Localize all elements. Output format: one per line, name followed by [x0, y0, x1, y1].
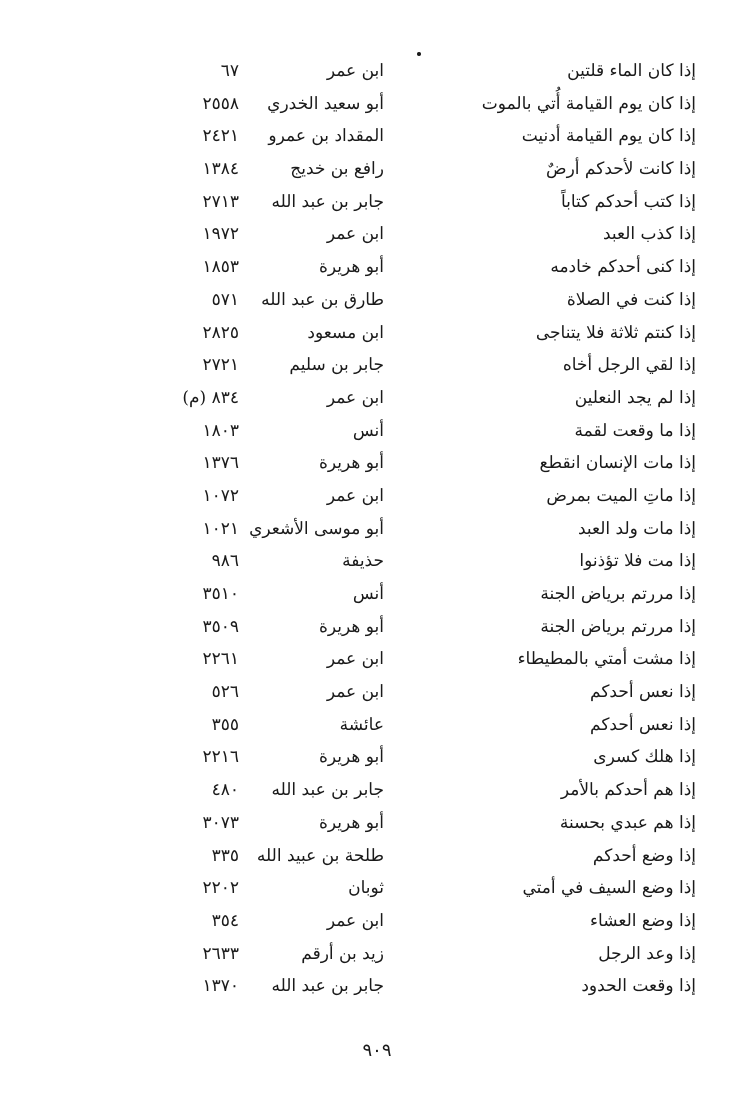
hadith-opening-text: إذا هم عبدي بحسنة: [559, 812, 696, 833]
narrator-name: طارق بن عبد الله: [261, 289, 384, 310]
index-row: [0, 905, 754, 938]
narrator-name: أبو سعيد الخدري: [267, 93, 384, 114]
narrator-name: رافع بن خديج: [290, 159, 384, 180]
narrator-name: ابن عمر: [326, 485, 384, 506]
index-row: [0, 153, 754, 186]
index-row: [0, 970, 754, 1003]
hadith-number: ١٠٢١: [202, 518, 239, 539]
hadith-opening-text: إذا كانت لأحدكم أرضٌ: [546, 159, 696, 180]
hadith-number: ٦٧: [220, 61, 239, 81]
narrator-name: جابر بن عبد الله: [271, 191, 384, 212]
narrator-name: جابر بن عبد الله: [271, 976, 384, 997]
hadith-opening-text: إذا لم يجد النعلين: [574, 387, 696, 408]
hadith-opening-text: إذا كنتم ثلاثة فلا يتناجى: [535, 322, 696, 343]
hadith-opening-text: إذا وضع العشاء: [590, 910, 696, 931]
hadith-number: ١٨٥٣: [202, 257, 239, 278]
narrator-name: جابر بن عبد الله: [271, 780, 384, 801]
hadith-number: ٢٢١٦: [202, 747, 239, 768]
narrator-name: أبو هريرة: [318, 257, 384, 278]
hadith-number: ٣٥٥: [211, 714, 239, 735]
hadith-number: ٣٥٤: [211, 910, 239, 931]
hadith-number: ١٩٧٢: [202, 224, 239, 245]
hadith-number: ٢٧١٣: [202, 191, 239, 212]
index-row: [0, 709, 754, 742]
hadith-opening-text: إذا مت فلا تؤذنوا: [579, 551, 696, 572]
narrator-name: عائشة: [339, 714, 384, 735]
hadith-number: ٢٤٢١: [202, 126, 239, 147]
hadith-number: ٣٥٠٩: [202, 616, 239, 637]
narrator-name: أبو هريرة: [318, 453, 384, 474]
hadith-opening-text: إذا كنت في الصلاة: [566, 289, 696, 310]
narrator-name: أبو موسى الأشعري: [249, 518, 384, 539]
hadith-number: ٣٠٧٣: [202, 812, 239, 833]
hadith-opening-text: إذا وقعت الحدود: [581, 976, 696, 997]
index-row: [0, 88, 754, 121]
index-row: [0, 186, 754, 219]
hadith-opening-text: إذا كان يوم القيامة أُتي بالموت: [481, 93, 696, 114]
hadith-number: ٥٧١: [211, 289, 239, 310]
hadith-index-list: [0, 55, 754, 1003]
index-row: [0, 218, 754, 251]
hadith-number: ٣٣٥: [211, 845, 239, 866]
hadith-opening-text: إذا نعس أحدكم: [590, 682, 696, 703]
hadith-opening-text: إذا كان يوم القيامة أدنيت: [521, 126, 696, 147]
hadith-opening-text: إذا وعد الرجل: [598, 943, 696, 964]
hadith-opening-text: إذا مررتم برياض الجنة: [540, 584, 696, 604]
index-row: [0, 807, 754, 840]
narrator-name: أبو هريرة: [318, 616, 384, 637]
hadith-number: ٢٧٢١: [202, 355, 239, 376]
index-row: [0, 513, 754, 546]
hadith-opening-text: إذا هم أحدكم بالأمر: [560, 780, 696, 801]
index-row: [0, 317, 754, 350]
index-row: [0, 545, 754, 578]
index-row: [0, 676, 754, 709]
index-row: [0, 643, 754, 676]
hadith-opening-text: إذا كذب العبد: [602, 224, 696, 245]
narrator-name: حذيفة: [342, 551, 384, 572]
index-row: [0, 741, 754, 774]
narrator-name: أنس: [352, 420, 384, 441]
hadith-number: ٣٥١٠: [202, 584, 239, 604]
hadith-number: ٢٦٣٣: [202, 943, 239, 964]
hadith-opening-text: إذا هلك كسرى: [593, 747, 696, 768]
hadith-opening-text: إذا كنى أحدكم خادمه: [550, 257, 696, 278]
hadith-number: ٨٣٤ (م): [182, 387, 239, 408]
hadith-opening-text: إذا وضع السيف في أمتي: [522, 878, 696, 899]
hadith-opening-text: إذا مشت أمتي بالمطيطاء: [517, 649, 696, 670]
page-number: ٩٠٩: [362, 1040, 392, 1061]
index-row: [0, 120, 754, 153]
narrator-name: طلحة بن عبيد الله: [256, 845, 384, 866]
narrator-name: أبو هريرة: [318, 747, 384, 768]
index-row: [0, 349, 754, 382]
hadith-opening-text: إذا مات الإنسان انقطع: [539, 453, 696, 474]
index-row: [0, 284, 754, 317]
index-row: [0, 55, 754, 88]
hadith-number: ٩٨٦: [211, 551, 239, 572]
narrator-name: ابن عمر: [326, 649, 384, 670]
hadith-opening-text: إذا لقي الرجل أخاه: [562, 355, 696, 376]
hadith-number: ٢٢٠٢: [202, 878, 239, 899]
narrator-name: أنس: [352, 584, 384, 604]
narrator-name: ابن عمر: [326, 224, 384, 245]
index-row: [0, 251, 754, 284]
hadith-opening-text: إذا مررتم برياض الجنة: [540, 616, 696, 637]
narrator-name: أبو هريرة: [318, 812, 384, 833]
index-row: [0, 447, 754, 480]
narrator-name: جابر بن سليم: [289, 355, 384, 376]
hadith-number: ١٠٧٢: [202, 485, 239, 506]
index-row: [0, 480, 754, 513]
hadith-number: ١٣٧٦: [202, 453, 239, 474]
hadith-opening-text: إذا ما وقعت لقمة: [574, 420, 696, 441]
narrator-name: ابن عمر: [326, 682, 384, 703]
hadith-opening-text: إذا كان الماء قلتين: [567, 61, 696, 81]
hadith-opening-text: إذا مات ولد العبد: [578, 518, 696, 539]
index-row: [0, 938, 754, 971]
narrator-name: ابن عمر: [326, 61, 384, 81]
index-row: [0, 611, 754, 644]
narrator-name: ابن مسعود: [307, 322, 384, 343]
hadith-number: ١٣٨٤: [202, 159, 239, 180]
hadith-opening-text: إذا كتب أحدكم كتاباً: [560, 191, 696, 212]
hadith-opening-text: إذا وضع أحدكم: [592, 845, 696, 866]
hadith-number: ٢٥٥٨: [202, 93, 239, 114]
hadith-number: ٢٢٦١: [202, 649, 239, 670]
index-row: [0, 872, 754, 905]
index-row: [0, 415, 754, 448]
index-row: [0, 840, 754, 873]
hadith-number: ١٨٠٣: [202, 420, 239, 441]
index-row: [0, 382, 754, 415]
narrator-name: زيد بن أرقم: [301, 943, 384, 964]
hadith-number: ٤٨٠: [211, 780, 239, 801]
narrator-name: ابن عمر: [326, 910, 384, 931]
hadith-number: ٥٢٦: [211, 682, 239, 703]
hadith-number: ٢٨٢٥: [202, 322, 239, 343]
index-row: [0, 578, 754, 611]
hadith-opening-text: إذا ماتِ الميت بمرض: [546, 485, 696, 506]
hadith-number: ١٣٧٠: [202, 976, 239, 997]
narrator-name: المقداد بن عمرو: [268, 126, 384, 147]
narrator-name: ابن عمر: [326, 387, 384, 408]
index-row: [0, 774, 754, 807]
hadith-opening-text: إذا نعس أحدكم: [590, 714, 696, 735]
narrator-name: ثوبان: [348, 878, 384, 899]
